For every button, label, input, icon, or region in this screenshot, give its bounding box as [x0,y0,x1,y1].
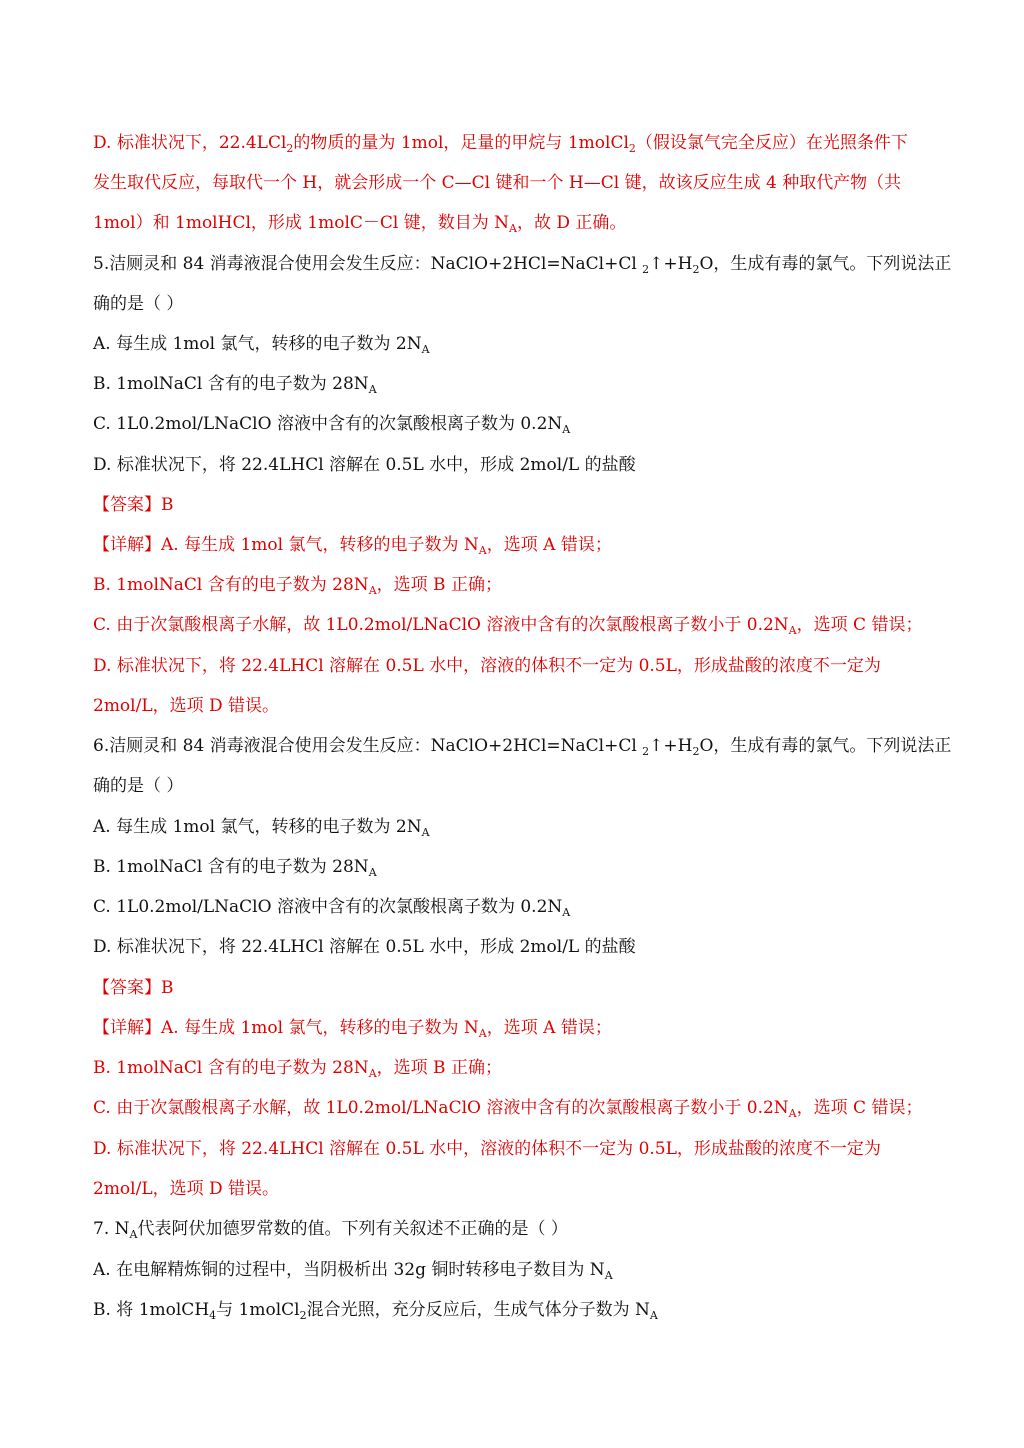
q7-option-b: B. 将 1molCH$_4$与 1molCl$_2$混合光照，充分反应后，生成气体分子数为 $N_A$ [93,1300,658,1322]
q6-explanation-a: 【详解】A. 每生成 1mol 氯气，转移的电子数为 $N_A$，选项 A 错误； [93,1018,612,1040]
q5-stem-line1: 5.洁厕灵和 84 消毒液混合使用会发生反应：NaClO+2HCl=NaCl+Cl $_2↑+H_2O$，生成有毒的氯气。下列说法正 [93,254,952,276]
q6-explanation-c: C. 由于次氯酸根离子水解，故 1L0.2mol/LNaClO 溶液中含有的次氯酸根离子数小于 $0.2N_A$，选项 C 错误； [93,1098,923,1120]
q5-explanation-b: B. 1molNaCl 含有的电子数为 $28N_A$，选项 B 正确； [93,575,502,597]
q6-option-c: C. 1L0.2mol/LNaClO 溶液中含有的次氯酸根离子数为 $0.2N_A$ [93,897,571,919]
q5-explanation-c: C. 由于次氯酸根离子水解，故 1L0.2mol/LNaClO 溶液中含有的次氯酸根离子数小于 $0.2N_A$，选项 C 错误； [93,615,923,637]
q6-answer: 【答案】B [93,978,174,998]
q6-option-a: A. 每生成 1mol 氯气，转移的电子数为 $2N_A$ [93,817,430,839]
q5-option-d: D. 标准状况下，将 22.4LHCl 溶解在 0.5L 水中，形成 2mol/L 的盐酸 [93,455,636,475]
q5-explanation-d-line2: 2mol/L，选项 D 错误。 [93,696,280,716]
q5-stem-line2: 确的是（ ） [93,294,184,314]
q5-option-a: A. 每生成 1mol 氯气，转移的电子数为 $2N_A$ [93,334,430,356]
q6-explanation-d-line2: 2mol/L，选项 D 错误。 [93,1179,280,1199]
q6-explanation-b: B. 1molNaCl 含有的电子数为 $28N_A$，选项 B 正确； [93,1058,502,1080]
q6-stem-line1: 6.洁厕灵和 84 消毒液混合使用会发生反应：NaClO+2HCl=NaCl+Cl $_2↑+H_2O$，生成有毒的氯气。下列说法正 [93,736,952,758]
q6-option-d: D. 标准状况下，将 22.4LHCl 溶解在 0.5L 水中，形成 2mol/L 的盐酸 [93,937,636,957]
q5-option-c: C. 1L0.2mol/LNaClO 溶液中含有的次氯酸根离子数为 $0.2N_A$ [93,414,571,436]
q5-explanation-d-line1: D. 标准状况下，将 22.4LHCl 溶解在 0.5L 水中，溶液的体积不一定为 0.5L，形成盐酸的浓度不一定为 [93,656,881,676]
q7-option-a: A. 在电解精炼铜的过程中，当阴极析出 32g 铜时转移电子数目为 $N_A$ [93,1260,613,1282]
q5-answer: 【答案】B [93,495,174,515]
q6-option-b: B. 1molNaCl 含有的电子数为 $28N_A$ [93,857,377,879]
q5-option-b: B. 1molNaCl 含有的电子数为 $28N_A$ [93,374,377,396]
q6-stem-line2: 确的是（ ） [93,776,184,796]
q4-explanation-d-line3: 1mol）和 1molHCl，形成 1molC－Cl 键，数目为 $N_A$，故 D 正确。 [93,213,627,235]
q7-stem: 7. $N_A$代表阿伏加德罗常数的值。下列有关叙述不正确的是（ ） [93,1219,568,1241]
q4-explanation-d-line2: 发生取代反应，每取代一个 H，就会形成一个 C—Cl 键和一个 H—Cl 键，故该反应生成 4 种取代产物（共 [93,173,902,193]
q4-explanation-d-line1: D. 标准状况下，22.4LCl$_2$的物质的量为 1mol，足量的甲烷与 1molCl$_2$（假设氯气完全反应）在光照条件下 [93,133,908,155]
q6-explanation-d-line1: D. 标准状况下，将 22.4LHCl 溶解在 0.5L 水中，溶液的体积不一定为 0.5L，形成盐酸的浓度不一定为 [93,1139,881,1159]
q5-explanation-a: 【详解】A. 每生成 1mol 氯气，转移的电子数为 $N_A$，选项 A 错误； [93,535,612,557]
